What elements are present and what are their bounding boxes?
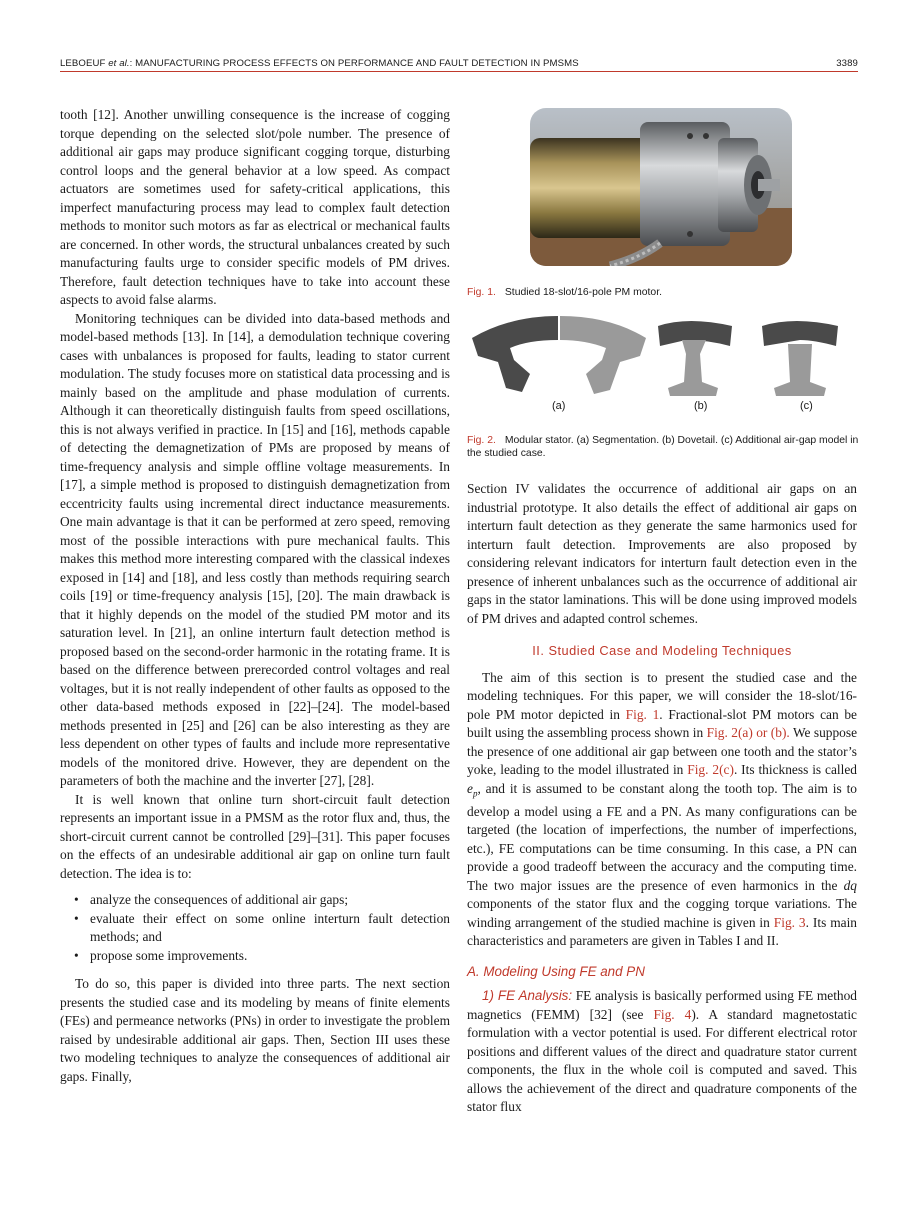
paragraph-right-1: Section IV validates the occurrence of additional air gaps on an industrial prototype. It also details the effect of additional air gaps on interturn fault detection as they generate the same harmonics used for interturn fault detection. Improvements are also proposed by considering relevant indicators for interturn fault detection even in the presence of inherent unbalances such as the occurrence of additional air gaps in the stator laminations. This will be done using improved models of PM drives and adapted control schemes. [467,481,857,626]
left-column [60,106,450,1086]
running-header [60,56,858,72]
section-heading: II. Studied Case and Modeling Techniques [532,643,792,658]
fig3-reference-link[interactable]: Fig. 3 [773,914,806,930]
paragraph-left-2: Monitoring techniques can be divided into data-based methods and model-based methods [13]. In [14], a demodulation technique covering cases with unbalances is proposed for faults, leading to stator current modulation. The study focuses more on statistical data processing and is mainly based on the amplitude and phase modulation of currents. Although it can theoretically distinguish faults from speed oscillations, this is not always verified in practice. In [15] and [16], methods capable of detecting the demagnetization of PMs are proposed by means of time-frequency analysis and simple offline voltage measurements. In [17], a simple method is proposed to distinguish demagnetization from eccentricity faults using incremental direct inductance measurements. One main advantage is that it can be performed at zero speed, removing most of the possible interactions with pure mechanical faults. This makes this method more interesting compared with the classical indexes exposed in [14] and [18], and less costly than methods requiring search coils [19] or time-frequency analysis [15], [20]. The main drawback is that it highly depends on the model of the studied PM motor and its saturation level. In [21], an online interturn fault detection method is proposed based on the second-order harmonic in the rotating frame. It is based on the difference between prerecorded control voltages and real voltages, but it is not really independent of other faults as opposed to the other data-based methods exposed in [22]–[24]. The model-based methods presented in [25] and [26] can be also interesting as they are less dependent on other types of faults and include more representative models of the monitored drive. However, they are dependent on the parameters of both the machine and the inverter [27], [28]. [60,310,450,788]
subsubsection-heading: 1) FE Analysis: [482,988,573,1004]
fig1-reference-link[interactable]: Fig. 1 [625,706,660,722]
paragraph-left-3: It is well known that online turn short-circuit fault detection represents an important issue in a PMSM as the rotor flux and, thus, the short-circuit current cannot be controlled [29]–[31]. This paper focuses on the effects of an undesirable additional air gap on online turn fault detection. The idea is to: [60,791,450,881]
page-number: 3389 [836,58,858,69]
fig2ab-reference-link[interactable]: Fig. 2(a) or (b). [706,725,790,740]
bullet-icon: • [74,947,79,963]
right-column [467,480,857,1117]
figure-1-motor-photo [530,108,792,266]
airgap-tooth-shape [774,344,826,396]
figure-1-label: Fig. 1. [467,287,496,298]
subsection-heading: A. Modeling Using FE and PN [467,963,645,979]
figure-2-stator-drawings [470,312,860,420]
header-rule [60,71,858,72]
paragraph-right-3: 1) FE Analysis: FE analysis is basically performed using FE method magnetics (FEMM) [32] (see Fig. 4). A standard magnetostatic formulation with a vector potential is used. For different electrical rotor positions and different values of the direct and quadrature stator current components, the flux in the whole coil is computed and saved. This allows the achievement of the direct and quadrature components of the stator flux [467,988,857,1115]
dovetail-tooth-shape [668,340,718,396]
bullet-icon: • [74,910,79,926]
list-item: • analyze the consequences of additional air gaps; [60,891,450,910]
segment-dark-shape [472,316,558,392]
paragraph-right-2: The aim of this section is to present the studied case and the modeling techniques. For this paper, we will consider the 18-slot/16-pole PM motor depicted in Fig. 1. Fractional-slot PM motors can be built using the assembling process shown in Fig. 2(a) or (b). We suppose the presence of one additional air gap between one tooth and the stator’s yoke, leading to the model illustrated in Fig. 2(c). Its thickness is called $e_p$, and it is assumed to be constant along the tooth top. The aim is to develop a model using a FE and a PN. As many configurations can be targeted (the location of imperfections, the number of imperfections, etc.), FE computations can be time consuming. In this case, a PN can provide a good tradeoff between the accuracy and the computing time. The two major issues are the presence of even harmonics in the dq components of the stator flux and the cogging torque variations. The winding arrangement of the studied machine is given in Fig. 3. Its main characteristics and parameters are given in Tables I and II. [467,669,858,949]
fig2c-reference-link[interactable]: Fig. 2(c) [687,762,734,777]
airgap-line [788,342,812,344]
figure-2-label: Fig. 2. [467,435,496,446]
figure-1-caption: Fig. 1. Studied 18-slot/16-pole PM motor. [467,287,662,298]
objectives-list [60,891,450,965]
bullet-icon: • [74,892,79,907]
list-item: • evaluate their effect on some online interturn fault detection methods; and [74,910,450,944]
list-item: • propose some improvements. [60,947,450,966]
figure-2-caption: Fig. 2. Modular stator. (a) Segmentation. (b) Dovetail. (c) Additional air-gap model in the studied case. [467,435,859,459]
running-title: LEBOEUF et al.: MANUFACTURING PROCESS EFFECTS ON PERFORMANCE AND FAULT DETECTION IN PMSMS [60,58,579,69]
paragraph-left-1: tooth [12]. Another unwilling consequence is the increase of cogging torque depending on the selected slot/pole number. The presence of additional air gaps may produce significant cogging torque, disturbing control loops and the general behavior at a low speed. As compact actuators are sometimes used for safety-critical applications, this imperfect manufacturing process may lead to complex fault detection methods to monitor such motors as far as electrical or mechanical faults are concerned. In other words, the structural unbalances created by such manufacturing faults urge to consider specific models of PM drives. Therefore, fault detection techniques have to take into account these aspects to avoid false alarms. [60,107,450,307]
subfigure-a-label: (a) [552,400,566,412]
fig4-reference-link[interactable]: Fig. 4 [653,1006,692,1022]
paragraph-left-4: To do so, this paper is divided into three parts. The next section presents the studied case and its modeling by means of finite elements (FEs) and permeance networks (PNs) in order to investigate the problem raised by undesirable additional air gaps. Then, Section III uses these two modeling techniques to analyze the consequences of additional air gaps. Finally, [60,976,450,1084]
subfigure-b-label: (b) [694,400,708,412]
subfigure-c-label: (c) [800,400,813,412]
segment-light-shape [560,316,646,394]
